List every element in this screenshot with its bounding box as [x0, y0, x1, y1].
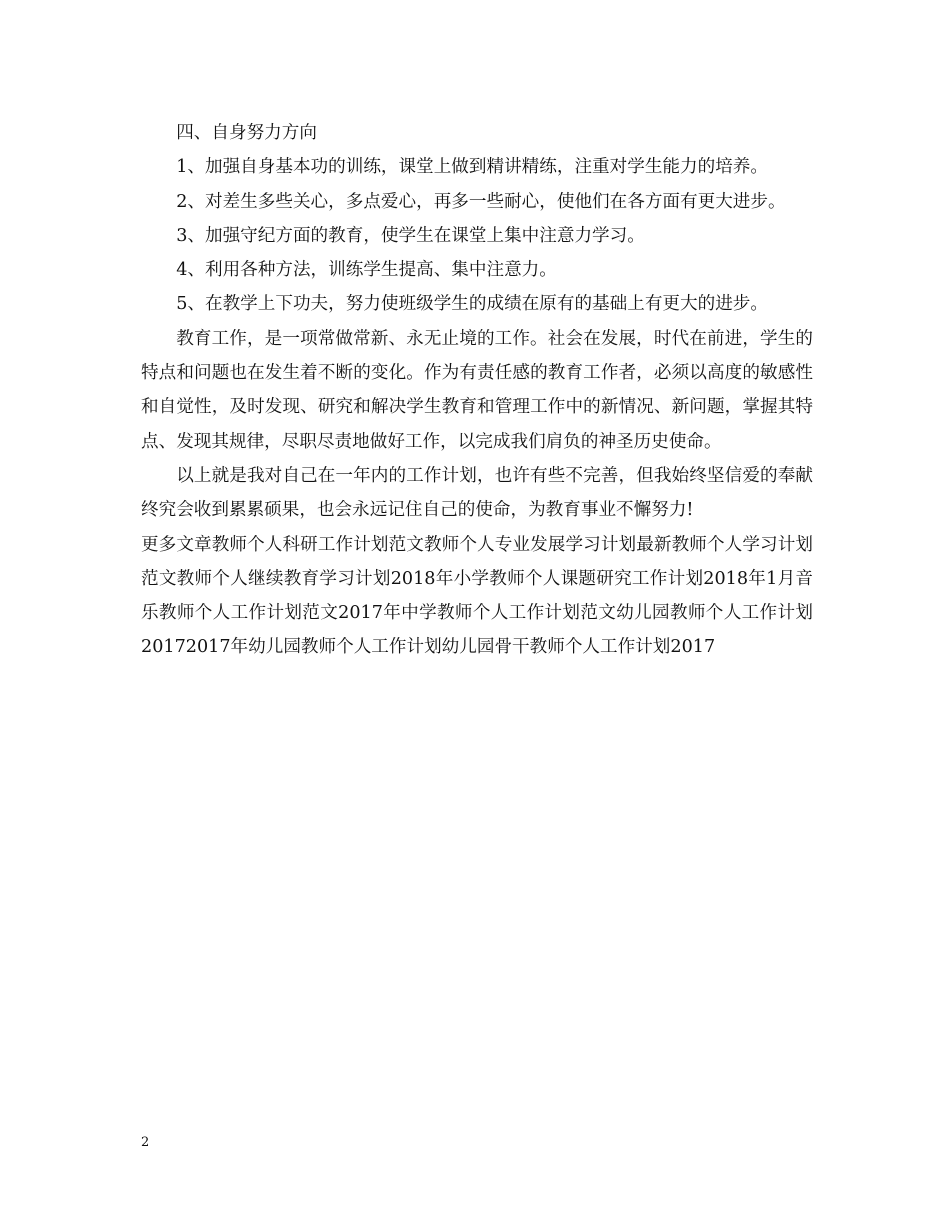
list-item: 3、加强守纪方面的教育，使学生在课堂上集中注意力学习。: [176, 225, 645, 246]
related-articles-text: 更多文章教师个人科研工作计划范文教师个人专业发展学习计划最新教师个人学习计划范文教师个人继续教育学习计划2018年小学教师个人课题研究工作计划2018年1月音乐教师个人工作计划范文2017年中学教师个人工作计划范文幼儿园教师个人工作计划20172017年幼儿园教师个人工作计划幼儿园骨干教师个人工作计划2017: [141, 534, 813, 658]
body-paragraph: 教育工作，是一项常做常新、永无止境的工作。社会在发展，时代在前进，学生的特点和问题也在发生着不断的变化。作为有责任感的教育工作者，必须以高度的敏感性和自觉性，及时发现、研究和解决学生教育和管理工作中的新情况、新问题，掌握其特点、发现其规律，尽职尽责地做好工作，以完成我们肩负的神圣历史使命。: [141, 328, 813, 452]
list-item: 2、对差生多些关心，多点爱心，再多一些耐心，使他们在各方面有更大进步。: [176, 191, 786, 212]
list-item: 5、在教学上下功夫，努力使班级学生的成绩在原有的基础上有更大的进步。: [176, 294, 768, 315]
list-item: 4、利用各种方法，训练学生提高、集中注意力。: [176, 260, 557, 281]
list-item: 1、加强自身基本功的训练，课堂上做到精讲精练，注重对学生能力的培养。: [176, 157, 768, 178]
document-body: [141, 116, 813, 665]
section-heading: 四、自身努力方向: [176, 123, 317, 143]
closing-paragraph: 以上就是我对自己在一年内的工作计划，也许有些不完善，但我始终坚信爱的奉献终究会收到累累硕果，也会永远记住自己的使命，为教育事业不懈努力!: [141, 465, 813, 521]
page-number: 2: [141, 1135, 150, 1150]
